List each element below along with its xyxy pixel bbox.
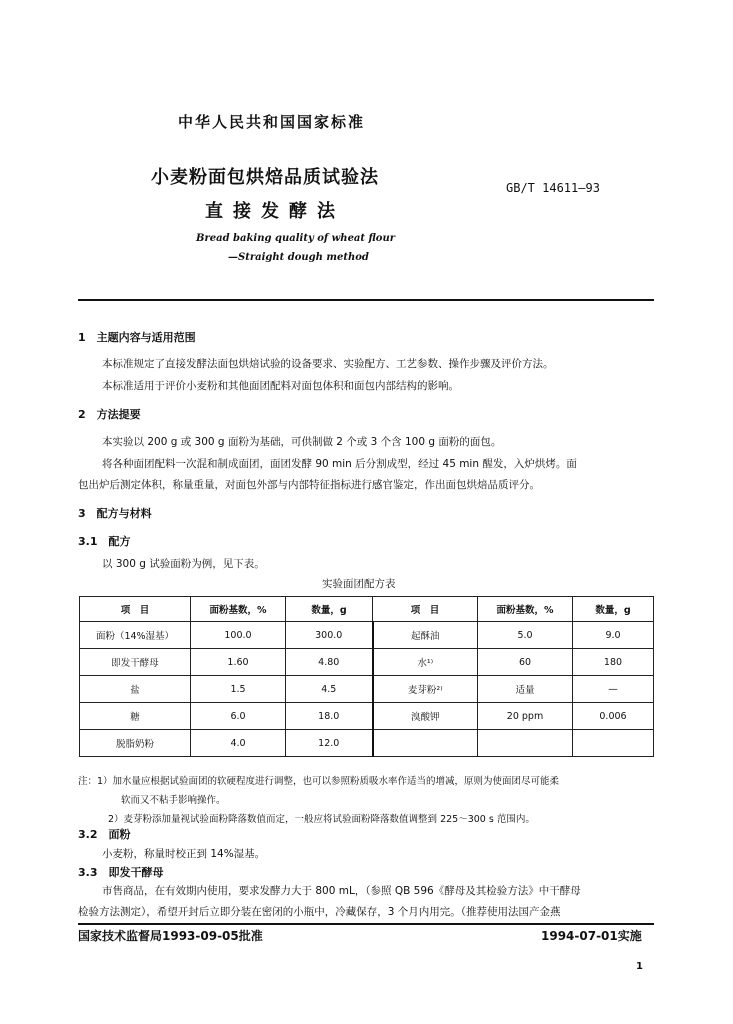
table-row (80, 622, 654, 649)
section-3-heading: 3 配方与材料 (78, 507, 152, 520)
section-1-heading: 1 主题内容与适用范围 (78, 331, 196, 344)
table-header-cell: 数量，g (286, 597, 373, 622)
table-caption: 实验面团配方表 (322, 578, 396, 590)
effective-date: 1994-07-01实施 (541, 929, 642, 943)
section-3-3-para-1: 市售商品，在有效期内使用，要求发酵力大于 800 mL，（参照 QB 596《酵母及其检验方法》中干酵母 (102, 885, 581, 897)
table-cell: 4.80 (286, 649, 373, 676)
section-1-para-2: 本标准适用于评价小麦粉和其他面团配料对面包体积和面包内部结构的影响。 (102, 380, 459, 392)
table-header-cell: 项 目 (373, 597, 478, 622)
table-row (80, 703, 654, 730)
table-header-row (80, 597, 654, 622)
table-note-1b: 软而又不粘手影响操作。 (121, 795, 226, 806)
table-cell: 60 (478, 649, 573, 676)
table-cell: 100.0 (191, 622, 286, 649)
table-cell: 溴酸钾 (373, 703, 478, 730)
table-cell: 1.5 (191, 676, 286, 703)
table-cell: — (573, 676, 654, 703)
table-cell: 4.5 (286, 676, 373, 703)
approval-date: 国家技术监督局1993-09-05批准 (78, 929, 263, 943)
section-3-3-heading: 3.3 即发干酵母 (78, 866, 164, 879)
table-header-cell: 项 目 (80, 597, 191, 622)
table-header-cell: 面粉基数，% (478, 597, 573, 622)
table-cell: 300.0 (286, 622, 373, 649)
english-title-2: —Straight dough method (228, 252, 369, 263)
table-cell: 起酥油 (373, 622, 478, 649)
page-number: 1 (636, 961, 643, 972)
document-subtitle: 直接发酵法 (205, 201, 345, 222)
table-note-2: 2）麦芽粉添加量视试验面粉降落数值而定，一般应将试验面粉降落数值调整到 225～300 s 范围内。 (108, 814, 535, 825)
section-2-para-2a: 将各种面团配料一次混和制成面团，面团发酵 90 min 后分割成型，经过 45 min 醒发，入炉烘烤。面 (102, 458, 577, 470)
table-cell: 4.0 (191, 730, 286, 757)
table-cell: 20 ppm (478, 703, 573, 730)
table-cell: 脱脂奶粉 (80, 730, 191, 757)
table-cell: 1.60 (191, 649, 286, 676)
table-cell: 6.0 (191, 703, 286, 730)
standard-number: GB/T 14611—93 (506, 181, 600, 195)
english-title-1: Bread baking quality of wheat flour (196, 233, 395, 244)
table-cell (573, 730, 654, 757)
section-1-para-1: 本标准规定了直接发酵法面包烘焙试验的设备要求、实验配方、工艺参数、操作步骤及评价方法。 (102, 358, 554, 370)
table-cell: 麦芽粉²⁾ (373, 676, 478, 703)
table-cell (478, 730, 573, 757)
section-3-1-para: 以 300 g 试验面粉为例，见下表。 (102, 558, 265, 570)
table-header-cell: 面粉基数，% (191, 597, 286, 622)
table-cell: 5.0 (478, 622, 573, 649)
table-cell: 18.0 (286, 703, 373, 730)
table-cell (373, 730, 478, 757)
document-title: 小麦粉面包烘焙品质试验法 (151, 167, 379, 188)
table-cell: 糖 (80, 703, 191, 730)
section-2-para-2b: 包出炉后测定体积，称量重量，对面包外部与内部特征指标进行感官鉴定，作出面包烘焙品质评分。 (78, 479, 540, 491)
table-cell: 盐 (80, 676, 191, 703)
table-cell: 0.006 (573, 703, 654, 730)
table-cell: 适量 (478, 676, 573, 703)
section-2-para-1: 本实验以 200 g 或 300 g 面粉为基础，可供制做 2 个或 3 个含 100 g 面粉的面包。 (102, 436, 502, 448)
table-row (80, 676, 654, 703)
table-note-1a: 注：1）加水量应根据试验面团的软硬程度进行调整，也可以参照粉质吸水率作适当的增减，原则为使面团尽可能柔 (78, 776, 560, 787)
table-cell: 9.0 (573, 622, 654, 649)
section-2-heading: 2 方法提要 (78, 408, 141, 421)
table-cell: 水¹⁾ (373, 649, 478, 676)
section-3-1-heading: 3.1 配方 (78, 535, 131, 548)
table-cell: 即发干酵母 (80, 649, 191, 676)
table-header-cell: 数量，g (573, 597, 654, 622)
table-cell: 180 (573, 649, 654, 676)
recipe-table (79, 596, 654, 757)
footer-rule (78, 923, 654, 925)
standard-org-heading: 中华人民共和国国家标准 (178, 113, 366, 131)
header-rule (78, 299, 654, 301)
section-3-3-para-2: 检验方法测定），希望开封后立即分装在密闭的小瓶中，冷藏保存，3 个月内用完。（推荐使用法国产金燕 (78, 906, 561, 918)
table-row (80, 649, 654, 676)
table-row (80, 730, 654, 757)
section-3-2-heading: 3.2 面粉 (78, 828, 131, 841)
table-cell: 面粉（14%湿基） (80, 622, 191, 649)
table-cell: 12.0 (286, 730, 373, 757)
section-3-2-para: 小麦粉，称量时校正到 14%湿基。 (102, 848, 266, 860)
